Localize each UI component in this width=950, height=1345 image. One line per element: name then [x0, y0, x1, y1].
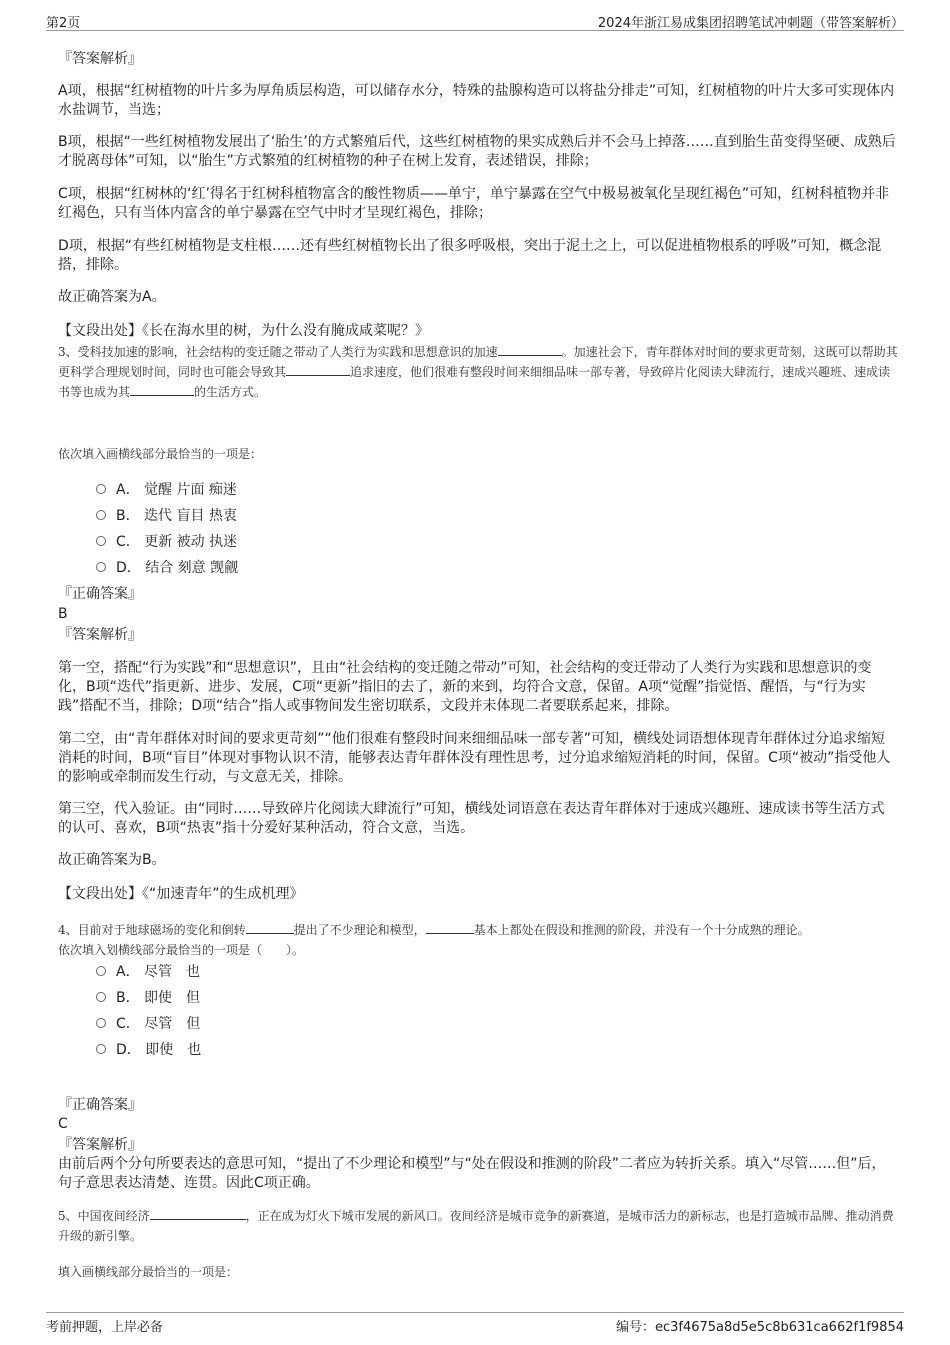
- q5-stem-part: 5、中国夜间经济: [58, 1209, 150, 1223]
- document-id: 编号：ec3f4675a8d5e5c8b631ca662f1f9854: [615, 1320, 904, 1335]
- q3-correct-answer: B: [58, 606, 68, 622]
- option-label: A． 觉醒 片面 痴迷: [116, 482, 237, 498]
- radio-icon[interactable]: [96, 1018, 106, 1028]
- option-label: C． 更新 被动 执迷: [116, 534, 238, 550]
- q5-prompt: 填入画横线部分最恰当的一项是：: [58, 1265, 239, 1279]
- q3-option-d[interactable]: [96, 558, 238, 578]
- q3-stem-part: 的生活方式。: [194, 385, 267, 399]
- blank-line: [498, 343, 562, 356]
- q4-option-a[interactable]: [96, 962, 200, 982]
- q3-stem: [58, 342, 898, 402]
- q3-analysis-2: 第二空，由“青年群体对时间的要求更苛刻”“他们很难有整段时间来细细品味一部专著”可知，横线处词语想体现青年群体过分追求缩短消耗的时间，B项“盲目”体现对事物认识不清，能够表达青年群体没有理性思考，过分追求缩短消耗的时间，保留。C项“被动”指受他人的影响或牵制而发生行动，与文意无关，排除。: [58, 731, 891, 785]
- option-label: D． 结合 刻意 觊觎: [116, 560, 239, 576]
- radio-icon[interactable]: [96, 484, 106, 494]
- blank-line: [286, 363, 350, 376]
- q3-stem-part: 追求速度，他们很难有整段时间来细细品味一部专著，导致碎片化阅读大肆流行，速成兴趣班、速成读书等也成为其: [58, 365, 891, 399]
- q4-option-d[interactable]: [96, 1040, 201, 1060]
- option-label: B． 即使 但: [116, 990, 201, 1006]
- radio-icon[interactable]: [96, 992, 106, 1002]
- option-label: C． 尽管 但: [116, 1016, 201, 1032]
- document-title: 2024年浙江易成集团招聘笔试冲刺题（带答案解析）: [597, 16, 904, 31]
- q3-option-b[interactable]: [96, 506, 237, 526]
- q3-source: 【文段出处】《“加速青年”的生成机理》: [58, 886, 304, 902]
- q5-stem: [58, 1206, 898, 1246]
- radio-icon[interactable]: [96, 510, 106, 520]
- q3-prompt: 依次填入画横线部分最恰当的一项是：: [58, 447, 263, 461]
- option-label: B． 迭代 盲目 热衷: [116, 508, 237, 524]
- q4-stem-part: 基本上都处在假设和推测的阶段，并没有一个十分成熟的理论。: [473, 923, 810, 937]
- radio-icon[interactable]: [96, 562, 106, 572]
- radio-icon[interactable]: [96, 536, 106, 546]
- q3-stem-part: 。加速社会下，青年群体对时间的要求更苛刻，这既可以帮助其更科学合理规划时间，同时也可能会导致其: [58, 345, 898, 379]
- blank-line: [246, 921, 294, 934]
- q2-analysis-c: C项，根据“红树林的‘红’得名于红树科植物富含的酸性物质——单宁，单宁暴露在空气中极易被氧化呈现红褐色”可知，红树科植物并非红褐色，只有当体内富含的单宁暴露在空气中时才呈现红褐色，排除；: [58, 186, 890, 221]
- page-number: 第2页: [46, 16, 81, 31]
- q3-analysis-1: 第一空，搭配“行为实践”和“思想意识”，且由“社会结构的变迁随之带动”可知，社会结构的变迁带动了人类行为实践和思想意识的变化，B项“迭代”指更新、进步、发展，C项“更新”指旧的去了，新的来到，均符合文意，保留。A项“觉醒”指觉悟、醒悟，与“行为实践”搭配不当，排除；D项“结合”指人或事物间发生密切联系，文段并未体现二者要联系起来，排除。: [58, 660, 872, 714]
- q3-option-a[interactable]: [96, 480, 237, 500]
- q3-stem-part: 3、受科技加速的影响，社会结构的变迁随之带动了人类行为实践和思想意识的加速: [58, 345, 498, 359]
- q2-analysis-label: 『答案解析』: [58, 51, 142, 67]
- option-label: D． 即使 也: [116, 1042, 202, 1058]
- footer-slogan: 考前押题，上岸必备: [46, 1320, 164, 1335]
- q4-correct-label: 『正确答案』: [58, 1097, 142, 1113]
- q4-stem: [58, 920, 898, 940]
- q2-analysis-a: A项，根据“红树植物的叶片多为厚角质层构造，可以储存水分，特殊的盐腺构造可以将盐分排走”可知，红树植物的叶片大多可实现体内水盐调节，当选；: [58, 83, 895, 118]
- blank-line: [130, 383, 194, 396]
- q4-stem-part: 4、目前对于地球磁场的变化和倒转: [58, 923, 246, 937]
- q5-stem-part: ，正在成为灯火下城市发展的新风口。夜间经济是城市竞争的新赛道，是城市活力的新标志，也是打造城市品牌、推动消费升级的新引擎。: [58, 1209, 894, 1243]
- q4-option-c[interactable]: [96, 1014, 200, 1034]
- q2-conclusion: 故正确答案为A。: [58, 289, 166, 305]
- blank-line: [150, 1207, 246, 1220]
- q3-option-c[interactable]: [96, 532, 237, 552]
- q3-conclusion: 故正确答案为B。: [58, 852, 166, 868]
- blank-line: [426, 921, 474, 934]
- q3-analysis-3: 第三空，代入验证。由“同时……导致碎片化阅读大肆流行”可知，横线处词语意在表达青年群体对于速成兴趣班、速成读书等生活方式的认可、喜欢，B项“热衷”指十分爱好某种活动，符合文意，当选。: [58, 801, 885, 836]
- radio-icon[interactable]: [96, 966, 106, 976]
- page-header: [46, 12, 904, 31]
- option-label: A． 尽管 也: [116, 964, 201, 980]
- q4-stem-part: 提出了不少理论和模型，: [293, 923, 426, 937]
- q2-source: 【文段出处】《长在海水里的树，为什么没有腌成咸菜呢？》: [58, 323, 429, 339]
- radio-icon[interactable]: [96, 1044, 106, 1054]
- q3-correct-label: 『正确答案』: [58, 586, 142, 602]
- q4-option-b[interactable]: [96, 988, 200, 1008]
- q2-analysis-b: B项，根据“一些红树植物发展出了‘胎生’的方式繁殖后代，这些红树植物的果实成熟后并不会马上掉落……直到胎生苗变得坚硬、成熟后才脱离母体”可知，以“胎生”方式繁殖的红树植物的种子在树上发育，表述错误，排除；: [58, 134, 896, 169]
- q4-analysis-label: 『答案解析』: [58, 1137, 142, 1153]
- q4-prompt: 依次填入划横线部分最恰当的一项是（ ）。: [58, 943, 305, 957]
- q4-correct-answer: C: [58, 1116, 68, 1132]
- q4-analysis: 由前后两个分句所要表达的意思可知，“提出了不少理论和模型”与“处在假设和推测的阶段”二者应为转折关系。填入“尽管……但”后，句子意思表达清楚、连贯。因此C项正确。: [58, 1156, 886, 1191]
- q2-analysis-d: D项，根据“有些红树植物是支柱根……还有些红树植物长出了很多呼吸根，突出于泥土之上，可以促进植物根系的呼吸”可知，概念混搭，排除。: [58, 238, 882, 273]
- q3-analysis-label: 『答案解析』: [58, 627, 142, 643]
- page-footer: [46, 1312, 904, 1335]
